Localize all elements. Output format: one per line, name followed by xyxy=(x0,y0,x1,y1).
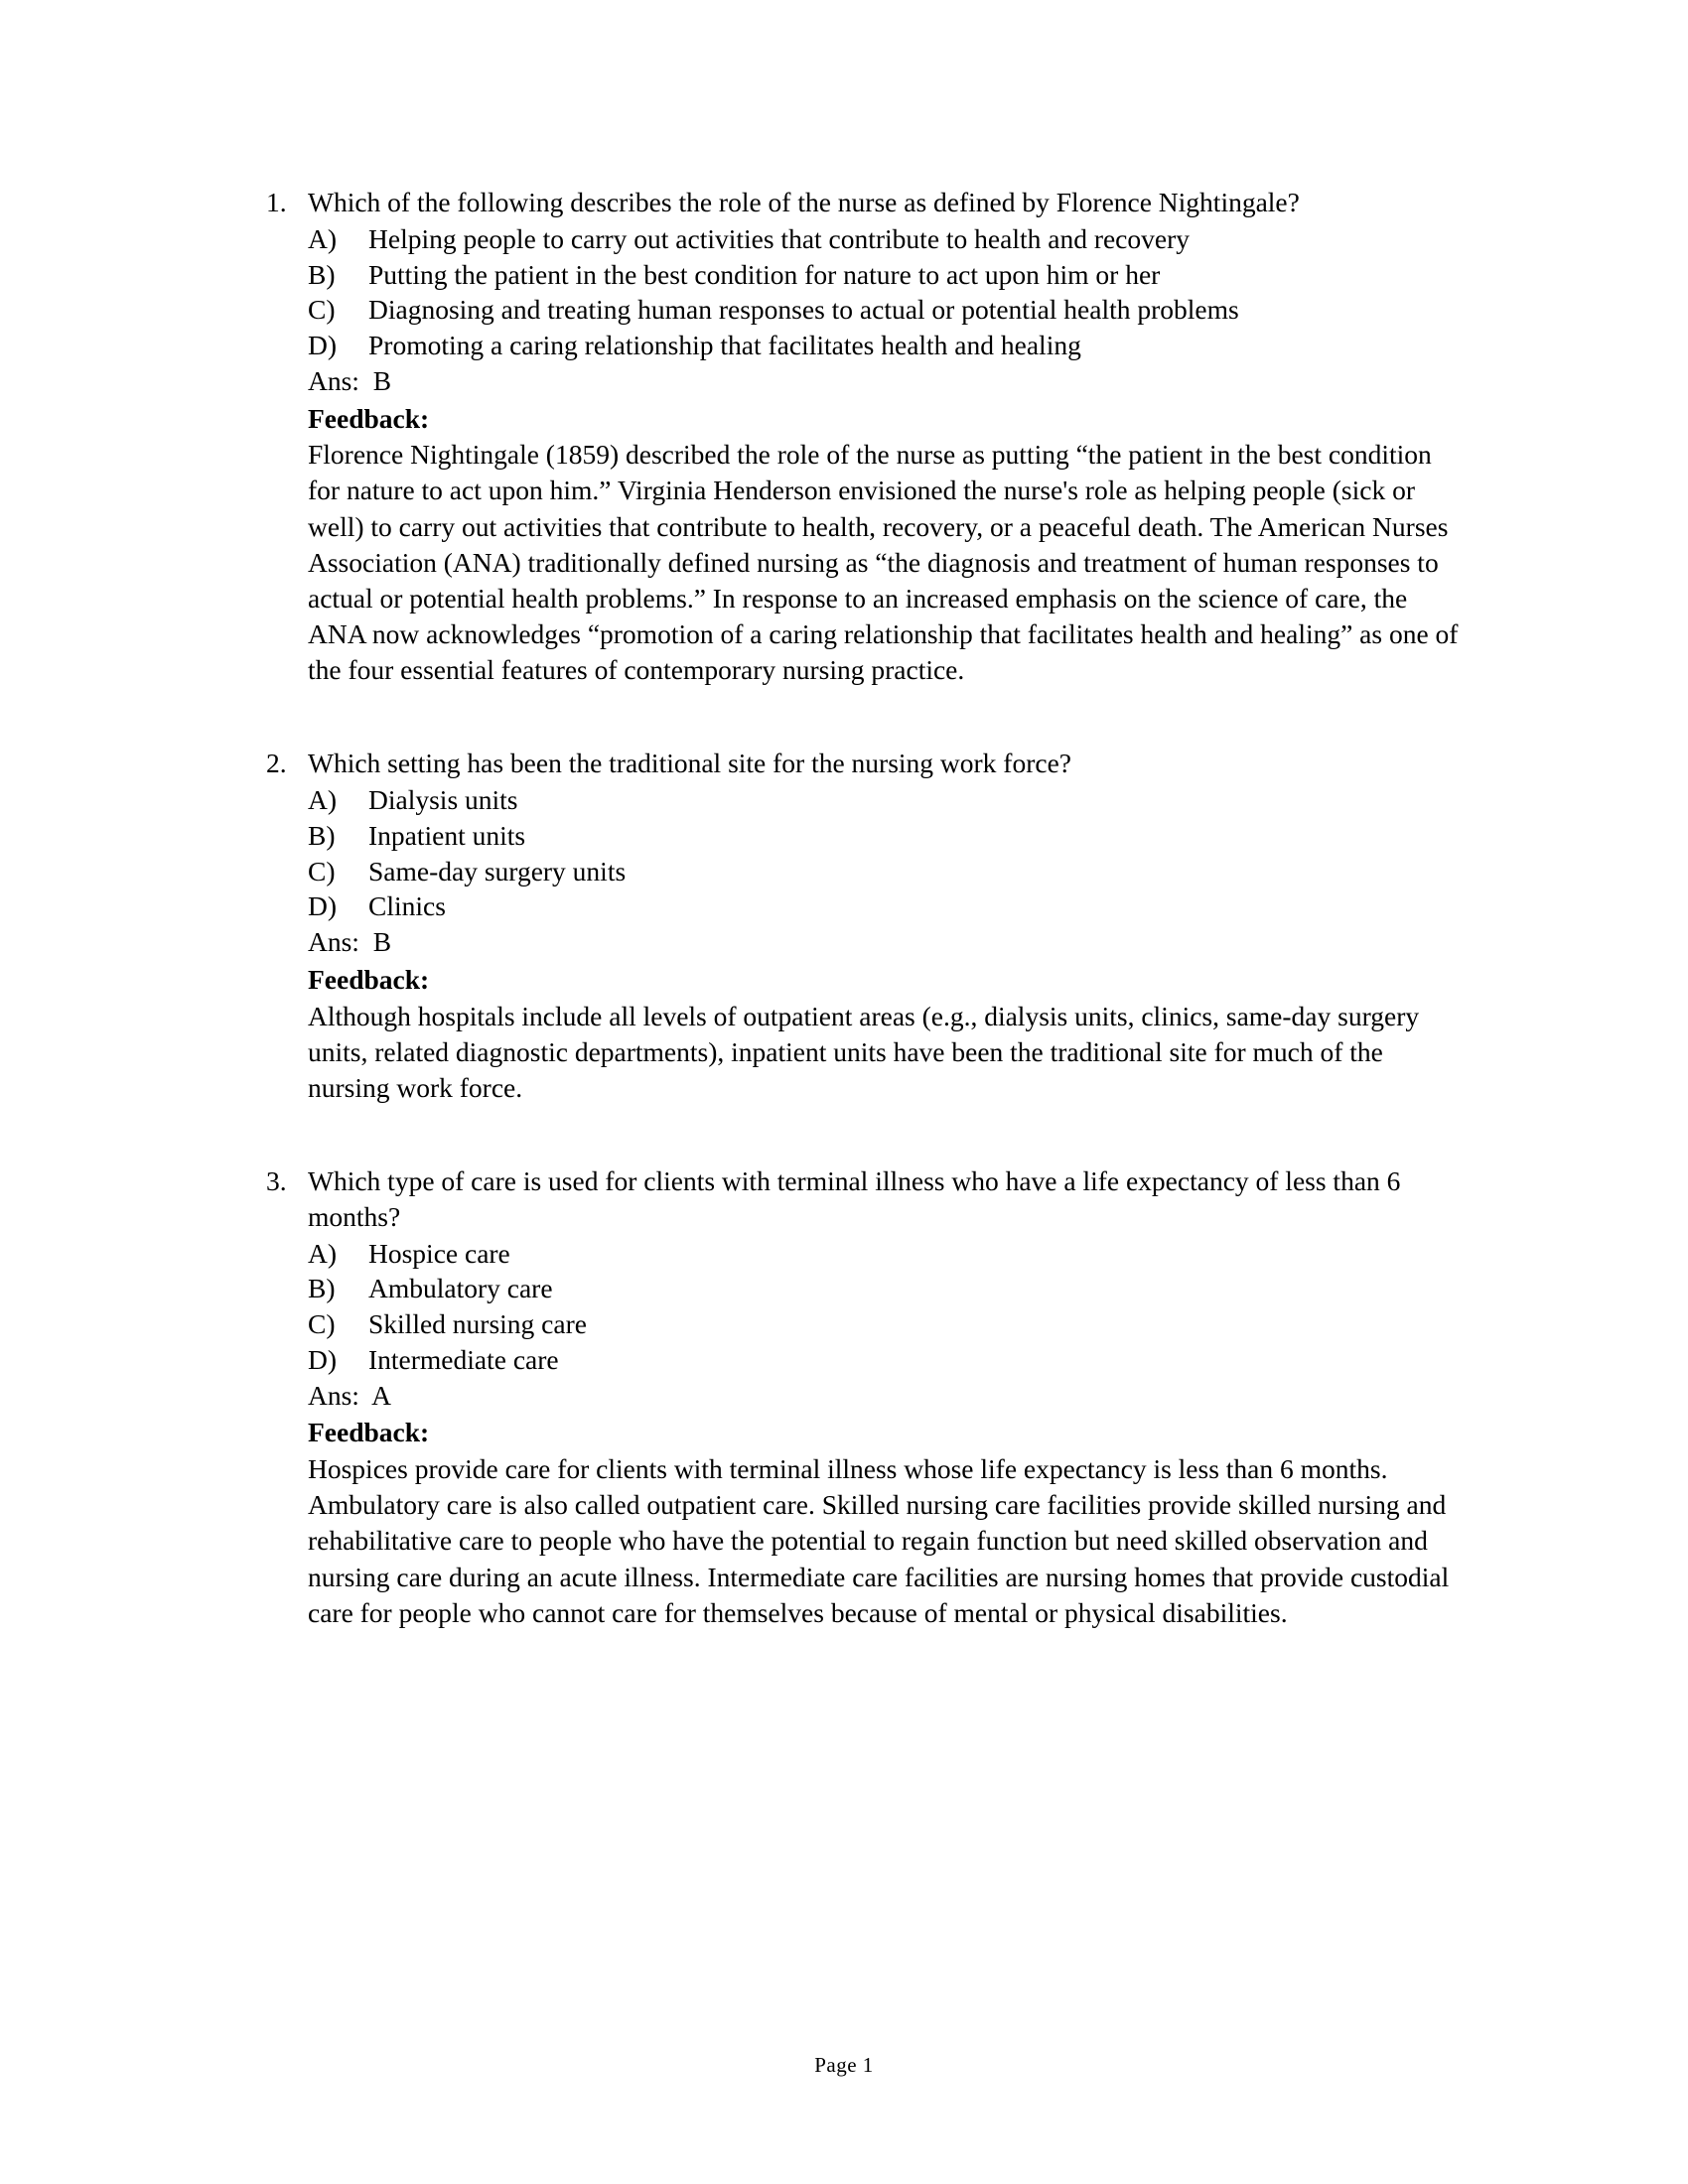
feedback-text: Florence Nightingale (1859) described the role of the nurse as putting “the patient in the best condition for nature to act upon him.” Virginia Henderson envisioned the nurse's role as helping people (sick or well) to carry out activities that contribute to health, recovery, or a peaceful death. The American Nurses Association (ANA) traditionally defined nursing as “the diagnosis and treatment of human responses to actual or potential health problems.” In response to an increased emphasis on the science of care, the ANA now acknowledges “promotion of a caring relationship that facilitates health and healing” as one of the four essential features of contemporary nursing practice. xyxy=(308,439,1459,686)
option-text: Clinics xyxy=(368,890,446,922)
question-block-3 xyxy=(266,1163,1463,1631)
answer-line: Ans: A xyxy=(308,1379,392,1411)
option-d[interactable] xyxy=(308,328,1463,363)
question-text: Which type of care is used for clients with terminal illness who have a life expectancy of less than 6 months? xyxy=(308,1165,1401,1232)
option-list xyxy=(266,782,1463,924)
option-letter: D) xyxy=(308,890,338,922)
option-letter: C) xyxy=(308,855,336,887)
feedback-label: Feedback: xyxy=(308,1417,430,1448)
answer-line: Ans: B xyxy=(308,926,392,958)
option-text: Helping people to carry out activities that contribute to health and recovery xyxy=(368,222,1191,254)
option-text: Same-day surgery units xyxy=(368,855,627,887)
option-a[interactable] xyxy=(308,782,1463,818)
feedback-text: Hospices provide care for clients with terminal illness whose life expectancy is less than 6 months. Ambulatory care is also called outpatient care. Skilled nursing care facilities provide skilled nursing and rehabilitative care to people who have the potential to regain function but need skilled observation and nursing care during an acute illness. Intermediate care facilities are nursing homes that provide custodial care for people who cannot care for themselves because of mental or physical disabilities. xyxy=(308,1453,1450,1628)
option-c[interactable] xyxy=(308,854,1463,889)
option-text: Promoting a caring relationship that facilitates health and healing xyxy=(368,330,1081,360)
question-text: Which setting has been the traditional site for the nursing work force? xyxy=(308,748,1071,779)
option-d[interactable] xyxy=(308,888,1463,924)
page-footer: Page 1 xyxy=(814,2053,874,2077)
question-number: 2. xyxy=(266,748,287,779)
question-number: 3. xyxy=(266,1165,287,1197)
option-a[interactable] xyxy=(308,221,1463,257)
question-stem xyxy=(266,185,1463,220)
option-text: Skilled nursing care xyxy=(368,1308,587,1340)
question-stem xyxy=(266,1163,1463,1235)
option-letter: B) xyxy=(308,1273,336,1304)
option-b[interactable] xyxy=(308,257,1463,293)
question-block-2 xyxy=(266,746,1463,1106)
option-letter: A) xyxy=(308,1237,338,1269)
option-text: Intermediate care xyxy=(368,1343,559,1375)
option-text: Inpatient units xyxy=(368,819,526,851)
option-list xyxy=(266,1236,1463,1378)
question-text: Which of the following describes the role of the nurse as defined by Florence Nightingale? xyxy=(308,187,1300,217)
page-content xyxy=(266,185,1463,1689)
option-letter: D) xyxy=(308,1343,338,1375)
option-text: Hospice care xyxy=(368,1237,510,1269)
option-text: Diagnosing and treating human responses to actual or potential health problems xyxy=(368,294,1239,326)
option-a[interactable] xyxy=(308,1236,1463,1272)
question-stem xyxy=(266,746,1463,781)
option-text: Ambulatory care xyxy=(368,1273,553,1304)
option-b[interactable] xyxy=(308,1271,1463,1306)
feedback-text: Although hospitals include all levels of outpatient areas (e.g., dialysis units, clinics, same-day surgery units, related diagnostic departments), inpatient units have been the traditional site for much of the nursing work force. xyxy=(308,1000,1420,1103)
option-b[interactable] xyxy=(308,818,1463,854)
option-d[interactable] xyxy=(308,1342,1463,1378)
feedback-label: Feedback: xyxy=(308,402,430,434)
question-block-1 xyxy=(266,185,1463,688)
option-letter: A) xyxy=(308,784,338,816)
option-c[interactable] xyxy=(308,292,1463,328)
option-list xyxy=(266,221,1463,363)
question-number: 1. xyxy=(266,187,287,217)
answer-line: Ans: B xyxy=(308,364,392,396)
option-text: Putting the patient in the best condition for nature to act upon him or her xyxy=(368,258,1161,290)
option-letter: B) xyxy=(308,819,336,851)
option-letter: C) xyxy=(308,1308,336,1340)
option-letter: D) xyxy=(308,330,338,360)
option-letter: C) xyxy=(308,294,336,326)
option-letter: B) xyxy=(308,258,336,290)
option-letter: A) xyxy=(308,222,338,254)
feedback-label: Feedback: xyxy=(308,963,430,995)
option-text: Dialysis units xyxy=(368,784,518,816)
option-c[interactable] xyxy=(308,1306,1463,1342)
